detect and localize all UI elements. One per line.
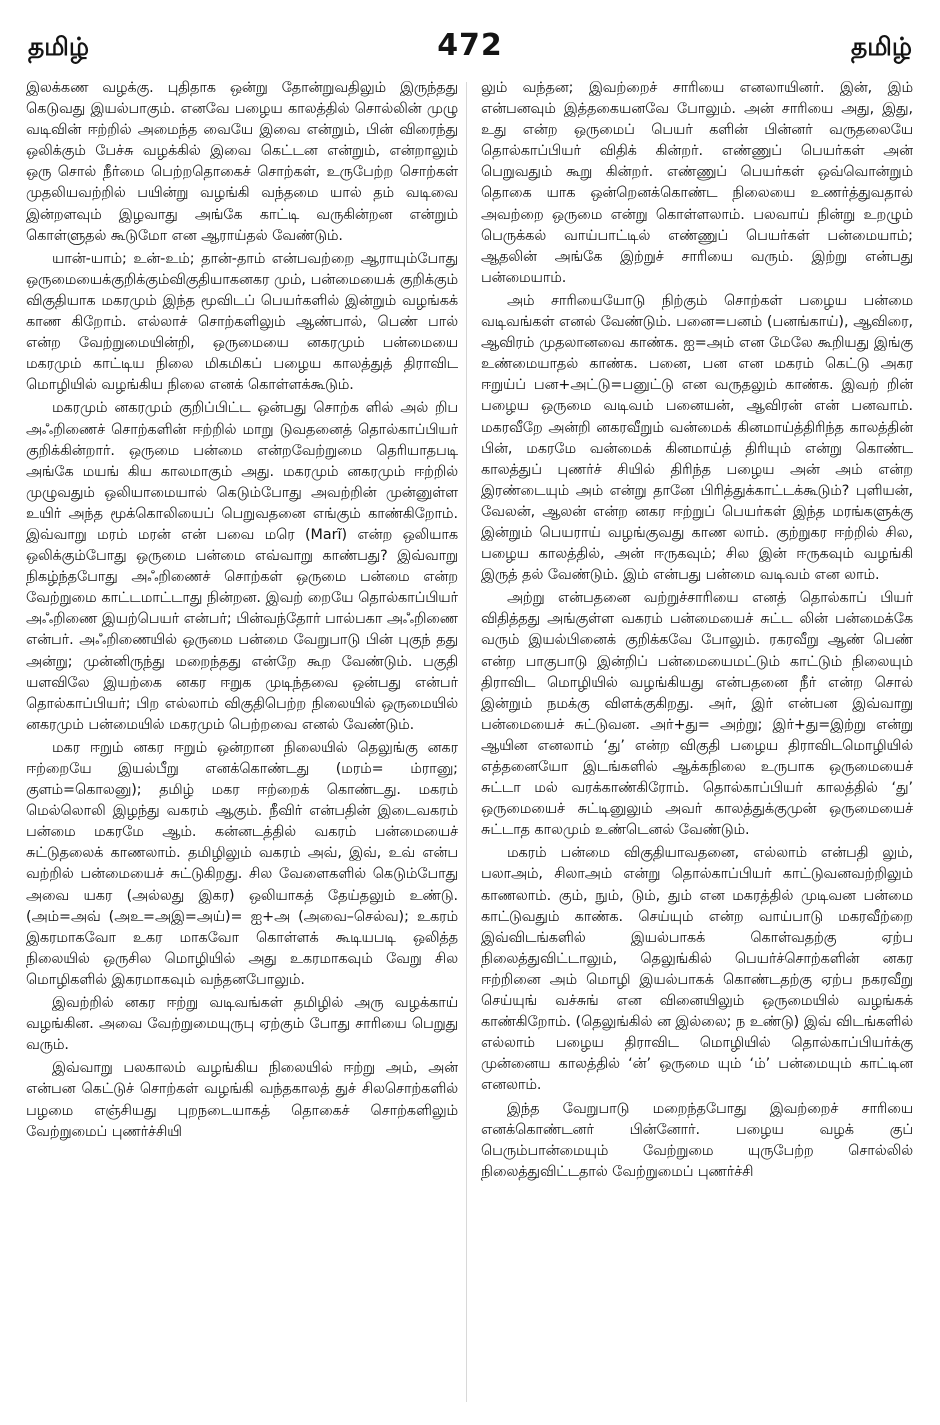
paragraph: அற்று என்பதனை வற்றுச்சாரியை எனத் தொல்காப் பியர் விதித்தது அங்குள்ள வகரம் பன்மையைச் சுட்ட லின் பன்மைக்கே வரும் இயல்பினைக் குறிக்கவே போலும். ரகரவீறு ஆண் பெண் என்ற பாகுபாடு இன்றிப் பன்மையைமட்டும் காட்டும் நிலையும் திராவிட மொழியில் வழங்கியது என்பதனை நீர் என்ற சொல் இன்றும் நமக்கு விளக்குகிறது. அர், இர் என்பன இவ்வாறு பன்மையைச் சுட்டுவன. அர்+து= அற்று; இர்+து=இற்று என்று ஆயின எனலாம் ‘து’ என்ற விகுதி பழைய திராவிடமொழியில் எத்தனையோ இடங்களில் ஆக்கநிலை உருபாக ஒருமையைச் சுட்டா மல் வரக்காண்கிரோம். தொல்காப்பியர் காலத்தில் ‘து’ ஒருமையைச் சுட்டினுலும் அவர் காலத்துக்குமுன் ஒருமையைச் சுட்டாத காலமும் உண்டெனல் வேண்டும். (481, 590, 913, 839)
paragraph: மகரம் பன்மை விகுதியாவதனை, எல்லாம் என்பதி லும், பலாஅம், சிலாஅம் என்று தொல்காப்பியர் காட்டுவனவற்றிலும் காணலாம். கும், நும், டும், தும் என மகரத்தில் முடிவன பன்மை காட்டுவதும் காண்க. செய்யும் என்ற வாய்பாடு மகரவீற்றை இவ்விடங்களில் இயல்பாகக் கொள்வதற்கு ஏற்ப நிலைத்துவிட்டாலும், தெலுங்கில் பெயர்ச்சொற்களின் னகர ஈற்றினை அம் மொழி இயல்பாகக் கொண்டதற்கு ஏற்ப நகரவீறு செய்யுங் வச்சுங் என வினையிலும் ஒருமையில் வழங்கக் காண்கிறோம். (தெலுங்கில் ன இல்லை; ந உண்டு) இவ் விடங்களில் எல்லாம் பழைய திராவிட மொழியில் தொல்காப்பியர்க்கு முன்னைய காலத்தில் ‘ன்’ ஒருமை யும் ‘ம்’ பன்மையும் காட்டின எனலாம். (481, 845, 913, 1094)
paragraph: இவ்வாறு பலகாலம் வழங்கிய நிலையில் ஈற்று அம், அன் என்பன கெட்டுச் சொற்கள் வழங்கி வந்தகாலத் துச் சிலசொற்களில் பழமை எஞ்சியது புறநடையாகத் தொகைச் சொற்களிலும் வேற்றுமைப் புணர்ச்சியி (26, 1060, 458, 1140)
paragraph: லும் வந்தன; இவற்றைச் சாரியை எனலாயினர். இன், இம் என்பனவும் இத்தகையனவே போலும். அன் சாரியை அது, இது, உது என்ற ஒருமைப் பெயர் களின் பின்னர் வருதலையே தொல்காப்பியர் விதிக் கின்றர். எண்ணுப் பெயர்கள் அன் பெறுவதும் கூறு கின்றர். எண்ணுப் பெயர்கள் ஒவ்வொன்றும் தொகை யாக ஒன்றெனக்கொண்ட நிலையை உணர்த்துவதால் அவற்றை ஒருமை என்று கொள்ளலாம். பலவாய் நின்று உறழும் பெருக்கல் வாய்பாட்டில் எண்ணுப் பெயர்கள் பன்மையாம்; ஆதலின் அங்கே இற்றுச் சாரியை வரும். இற்று என்பது பன்மையாம். (481, 80, 913, 286)
paragraph: இந்த வேறுபாடு மறைந்தபோது இவற்றைச் சாரியை எனக்கொண்டனர் பின்னோர். பழைய வழக் குப் பெரும்பான்மையும் வேற்றுமை யுருபேற்ற சொல்லில் நிலைத்துவிட்டதால் வேற்றுமைப் புணர்ச்சி (481, 1100, 913, 1180)
paragraph: இவற்றில் னகர ஈற்று வடிவங்கள் தமிழில் அரு வழக்காய் வழங்கின. அவை வேற்றுமையுருபு ஏற்கும் போது சாரியை பெறுது வரும். (26, 995, 458, 1054)
right-column (481, 78, 913, 1408)
paragraph: அம் சாரியையோடு நிற்கும் சொற்கள் பழைய பன்மை வடிவங்கள் எனல் வேண்டும். பனை=பனம் (பனங்காய்), ஆவிரை, ஆவிரம் முதலானவை காண்க. ஐ=அம் என மேலே கூறியது இங்கு உண்மையாதல் காண்க. பனை, பன என மகரம் கெட்டு அகர ஈறுய்ப் பன+அட்டு=பனுட்டு என வருதலும் காண்க. இவற் றின் பழைய ஒருமை வடிவம் பனையன், ஆவிரன் என் பனவாம். மகரவீறே அன்றி னகரவீறும் வன்மைக் கினமாய்த்திரிந்த காலத்தின் பின், மகரமே வன்மைக் கினமாய்த் திரியும் என்று கொண்ட காலத்துப் புணர்ச் சியில் திரிந்த பழைய அன் அம் என்ற இரண்டையும் அம் என்று தானே பிரித்துக்காட்டக்கூடும்? புளியன், வேலன், ஆலன் என்ற னகர ஈற்றுப் பெயர்கள் இந்த மரங்களுக்கு இன்றும் பெயராய் வழங்குவது காண லாம். குற்றுகர ஈற்றில் சில, பழைய காலத்தில், அன் ஈருகவும்; சில இன் ஈருகவும் வழங்கி இருத் தல் வேண்டும். இம் என்பது பன்மை வடிவம் என லாம். (481, 292, 913, 584)
page-number: 472 (437, 28, 503, 63)
column-divider (466, 82, 467, 1402)
paragraph: மகரமும் னகரமும் குறிப்பிட்ட ஒன்பது சொற்க ளில் அல் றிப அஃறிணைச் சொற்களின் ஈற்றில் மாறு டுவதனைத் தொல்காப்பியர் குறிக்கின்றார். ஒருமை பன்மை என்றவேற்றுமை தெரியாதபடி அங்கே மயங் கிய காலமாகும் அது. மகரமும் னகரமும் ஈற்றில் முழுவதும் ஒலியாமையால் கெடும்போது அவற்றின் முன்னுள்ள உயிர் அந்த மூக்கொலியைப் பெறுவதனை எங்கும் காண்கிறோம். இவ்வாறு மரம் மரன் என் பவை மரெ (Marĩ) என்ற ஒலியாக ஒலிக்கும்போது ஒருமை பன்மை எவ்வாறு காண்பது? இவ்வாறு நிகழ்ந்தபோது அஃறிணைச் சொற்கள் ஒருமை பன்மை என்ற வேற்றுமை காட்டமாட்டாது நின்றன. இவற் றையே தொல்காப்பியர் அஃறிணை இயற்பெயர் என்பர்; பின்வந்தோர் பால்பகா அஃறிணை என்பர். அஃறிணையில் ஒருமை பன்மை வேறுபாடு பின் புகுந் தது அன்று; முன்னிருந்து மறைந்தது என்றே கூற வேண்டும். பகுதி யளவிலே இயற்கை னகர ஈறுக முடிந்தவை ஒன்பது என்பர் தொல்காப்பியர்; பிற எல்லாம் விகுதிபெற்ற நிலையில் ஒருமையில் னகரமும் பன்மையில் மகரமும் பெற்றவை எனல் வேண்டும். (26, 400, 458, 733)
paragraph: யான்-யாம்; உன்-உம்; தான்-தாம் என்பவற்றை ஆராயும்போது ஒருமையைக்குறிக்கும்விகுதியாகனகர மும், பன்மையைக் குறிக்கும் விகுதியாக மகரமும் இந்த மூவிடப் பெயர்களில் இன்றும் வழங்கக் காண கிறோம். எல்லாச் சொற்களிலும் ஆண்பால், பெண் பால் என்ற வேற்றுமையின்றி, ஒருமையை னகரமும் பன்மையை மகரமும் காட்டிய நிலை மிகமிகப் பழைய காலத்துத் திராவிட மொழியில் வழங்கிய நிலை எனக் கொள்ளக்கூடும். (26, 250, 458, 394)
running-head-left: தமிழ் (28, 32, 90, 61)
running-head-right: தமிழ் (850, 32, 912, 61)
page-header (28, 28, 912, 70)
paragraph: மகர ஈறும் னகர ஈறும் ஒன்றான நிலையில் தெலுங்கு னகர ஈற்றையே இயல்பீறு எனக்கொண்டது (மரம்= ம்ரானு; குளம்=கொலனு); தமிழ் மகர ஈற்றைக் கொண்டது. மகரம் மெல்லொலி இழந்து வகரம் ஆகும். நீவிர் என்பதின் இடைவகரம் பன்மை மகரமே ஆம். கன்னடத்தில் வகரம் பன்மையைச் சுட்டுதலைக் காணலாம். தமிழிலும் வகரம் அவ், இவ், உவ் என்ப வற்றில் பன்மையைச் சுட்டுகிறது. சில வேளைகளில் கெடும்போது அவை யகர (அல்லது இகர) ஒலியாகத் தேய்தலும் உண்டு. (அம்=அவ் (அஉ=அஇ=அய்)= ஐ+அ (அவை–செல்வ); உகரம் இகரமாகவோ உகர மாகவோ கொள்ளக் கூடியபடி ஒலித்த நிலையில் ஒருசில மொழியில் அது உகரமாகவும் வேறு சில மொழிகளில் இகரமாகவும் வந்தனபோலும். (26, 739, 458, 988)
left-column (26, 78, 458, 1408)
paragraph: இலக்கண வழக்கு. புதிதாக ஒன்று தோன்றுவதிலும் இருந்தது கெடுவது இயல்பாகும். எனவே பழைய காலத்தில் சொல்லின் முழு வடிவின் ஈற்றில் அமைந்த வையே இவை என்றும், பின் விரைந்து ஒலிக்கும் பேச்சு வழக்கில் இவை கெட்டன என்றும், என்றாலும் ஒரு சொல் நீர்மை பெற்றதொகைச் சொற்கள், உருபேற்ற சொற்கள் முதலியவற்றில் பயின்று வழங்கி வந்தமை யால் தம் வடிவை இன்றளவும் இழவாது அங்கே காட்டி வருகின்றன என்றும் கொள்ளுதல் கூடுமோ என ஆராய்தல் வேண்டும். (26, 80, 458, 244)
